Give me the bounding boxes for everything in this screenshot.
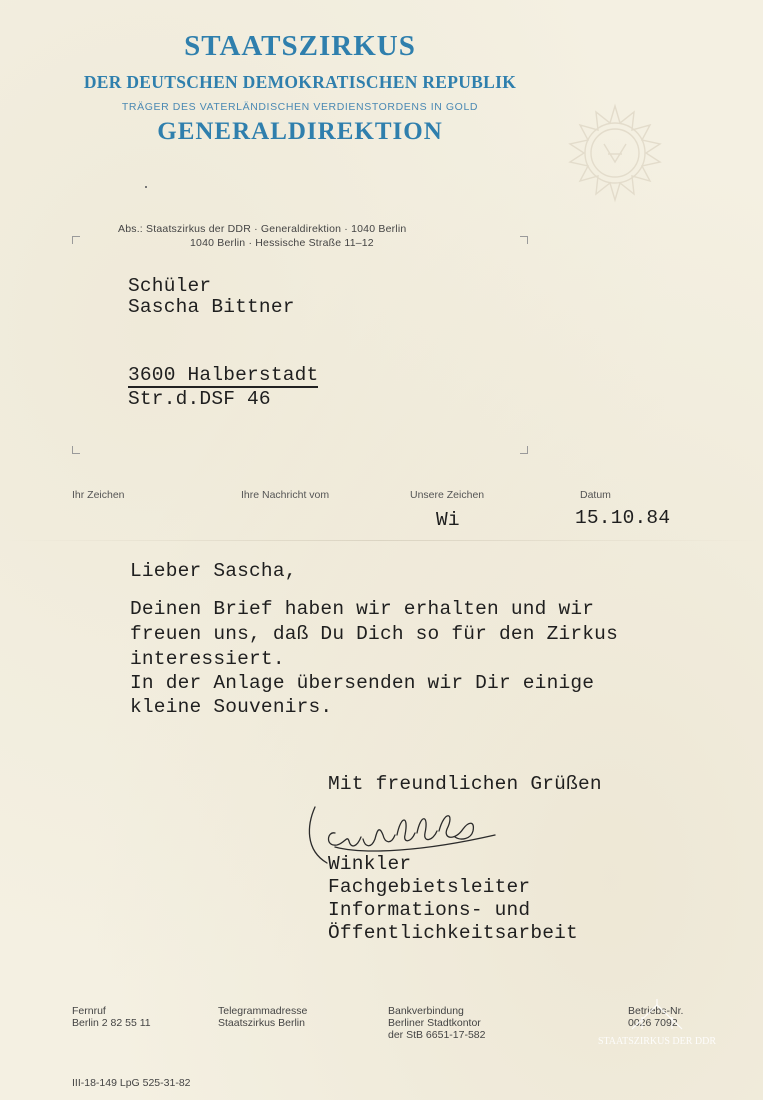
letterhead-subtitle: DER DEUTSCHEN DEMOKRATISCHEN REPUBLIK <box>83 72 517 92</box>
recipient-name: Sascha Bittner <box>128 296 295 318</box>
footer-bank-value: Berliner Stadtkontor <box>388 1017 481 1029</box>
sender-line: Abs.: Staatszirkus der DDR · Generaldirektion · 1040 Berlin <box>118 223 407 235</box>
ref-label-datum: Datum <box>580 489 611 501</box>
fold-mark <box>145 186 147 188</box>
body-line: Deinen Brief haben wir erhalten und wir <box>130 598 595 620</box>
watermark-logo <box>572 995 742 1055</box>
watermark-text: STAATSZIRKUS DER DDR <box>597 1036 717 1047</box>
body-line: freuen uns, daß Du Dich so für den Zirkus <box>130 623 618 645</box>
footer-company-number-label: Betriebs-Nr. <box>628 1005 684 1017</box>
closing: Mit freundlichen Grüßen <box>328 773 602 795</box>
footer-telegram-label: Telegrammadresse <box>218 1005 308 1017</box>
ref-label-ihr-zeichen: Ihr Zeichen <box>72 489 125 501</box>
sender-address: 1040 Berlin · Hessische Straße 11–12 <box>190 237 374 249</box>
embossed-seal-icon <box>562 100 668 206</box>
footer-bank-value: der StB 6651-17-582 <box>388 1029 486 1041</box>
ref-label-unsere-zeichen: Unsere Zeichen <box>410 489 485 501</box>
body-line: kleine Souvenirs. <box>130 696 333 718</box>
date-value: 15.10.84 <box>575 507 671 529</box>
signatory-department: Informations- und <box>328 899 531 921</box>
footer-print-code: III-18-149 LpG 525-31-82 <box>72 1077 191 1089</box>
signatory-title: Fachgebietsleiter <box>328 876 531 898</box>
footer-phone-value: Berlin 2 82 55 11 <box>72 1017 151 1029</box>
footer-bank-label: Bankverbindung <box>388 1005 464 1017</box>
body-line: interessiert. <box>130 648 285 670</box>
window-corner-mark <box>72 446 80 454</box>
footer-telegram-value: Staatszirkus Berlin <box>218 1017 305 1029</box>
footer-phone-label: Fernruf <box>72 1005 106 1017</box>
recipient-city: 3600 Halberstadt <box>128 364 319 386</box>
letterhead-title: STAATSZIRKUS <box>184 30 416 62</box>
signatory-department: Öffentlichkeitsarbeit <box>328 922 578 944</box>
window-corner-mark <box>520 446 528 454</box>
recipient-street: Str.d.DSF 46 <box>128 388 271 410</box>
letterhead-department: GENERALDIREKTION <box>157 118 443 145</box>
salutation: Lieber Sascha, <box>130 560 297 582</box>
recipient-line: Schüler <box>128 275 212 297</box>
ref-label-ihre-nachricht: Ihre Nachricht vom <box>241 489 330 501</box>
window-corner-mark <box>520 236 528 244</box>
paper-fold-line <box>0 540 763 541</box>
footer-phone <box>72 1005 151 1029</box>
window-corner-mark <box>72 236 80 244</box>
letterhead-honor: TRÄGER DES VATERLÄNDISCHEN VERDIENSTORDENS IN GOLD <box>121 101 479 113</box>
footer-bank <box>388 1005 485 1041</box>
body-line: In der Anlage übersenden wir Dir einige <box>130 672 595 694</box>
signatory-name: Winkler <box>328 853 412 875</box>
footer-company-number-value: 0026 7092 <box>628 1017 678 1029</box>
footer-telegram <box>218 1005 307 1029</box>
unsere-zeichen-value: Wi <box>436 509 460 531</box>
